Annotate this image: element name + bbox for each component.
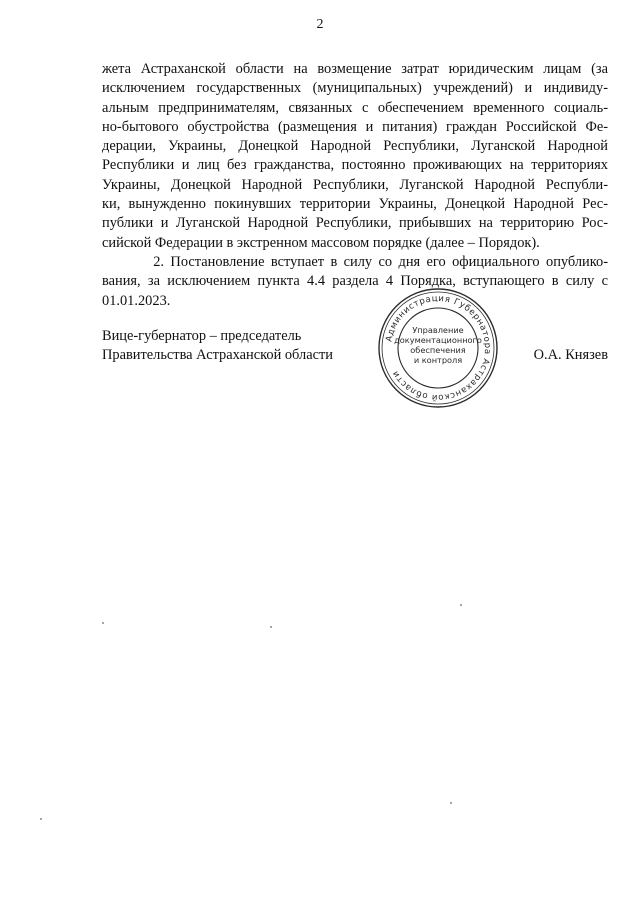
scan-speck — [40, 818, 42, 820]
text-line: дерации, Украины, Донецкой Народной Республики, Луганской Народной — [102, 138, 608, 155]
paragraph-1 — [102, 60, 608, 253]
text-line: исключением государственных (муниципальных) учреждений) и индивиду- — [102, 80, 608, 97]
seal-ring-text: Администрация Губернатора Астраханской области — [384, 293, 493, 403]
signer-name: О.А. Князев — [533, 347, 608, 363]
text-line: публики и Луганской Народной Республики, прибывших на территорию Рос- — [102, 215, 608, 232]
text-line: вания, за исключением пункта 4.4 раздела 4 Порядка, вступающего в силу с — [102, 273, 608, 290]
scan-speck — [450, 802, 452, 804]
official-seal-stamp — [368, 287, 508, 409]
seal-inner-line: обеспечения — [410, 345, 466, 355]
document-body — [102, 60, 608, 311]
signer-title-line: Вице-губернатор – председатель — [102, 328, 302, 344]
signer-title-line: Правительства Астраханской области — [102, 347, 333, 364]
page-number: 2 — [316, 17, 324, 32]
scan-speck — [102, 622, 104, 624]
paragraph-2 — [102, 253, 608, 311]
seal-inner-line: и контроля — [413, 355, 463, 365]
text-line: ки, вынужденно покинувших территории Украины, Донецкой Народной Рес- — [102, 196, 608, 213]
scan-speck — [460, 604, 462, 606]
signature-block — [102, 327, 608, 387]
text-line: но-бытового обустройства (размещения и питания) граждан Российской Фе- — [102, 118, 608, 135]
seal-inner-line: документационного — [394, 335, 482, 345]
text-line: сийской Федерации в экстренном массовом порядке (далее – Порядок). — [102, 234, 540, 251]
text-line: жета Астраханской области на возмещение затрат юридическим лицам (за — [102, 61, 608, 77]
seal-inner-line: Управление — [412, 325, 464, 335]
text-line: Республики и лиц без гражданства, постоянно проживающих на территориях — [102, 157, 608, 174]
text-line: 01.01.2023. — [102, 292, 171, 309]
text-line: альным предпринимателям, связанных с обеспечением временного социаль- — [102, 99, 608, 116]
scan-speck — [270, 626, 272, 628]
text-line: 2. Постановление вступает в силу со дня его официального опублико- — [102, 253, 608, 270]
text-line: Украины, Донецкой Народной Республики, Луганской Народной Республи- — [102, 176, 608, 193]
signer-title — [102, 327, 333, 366]
